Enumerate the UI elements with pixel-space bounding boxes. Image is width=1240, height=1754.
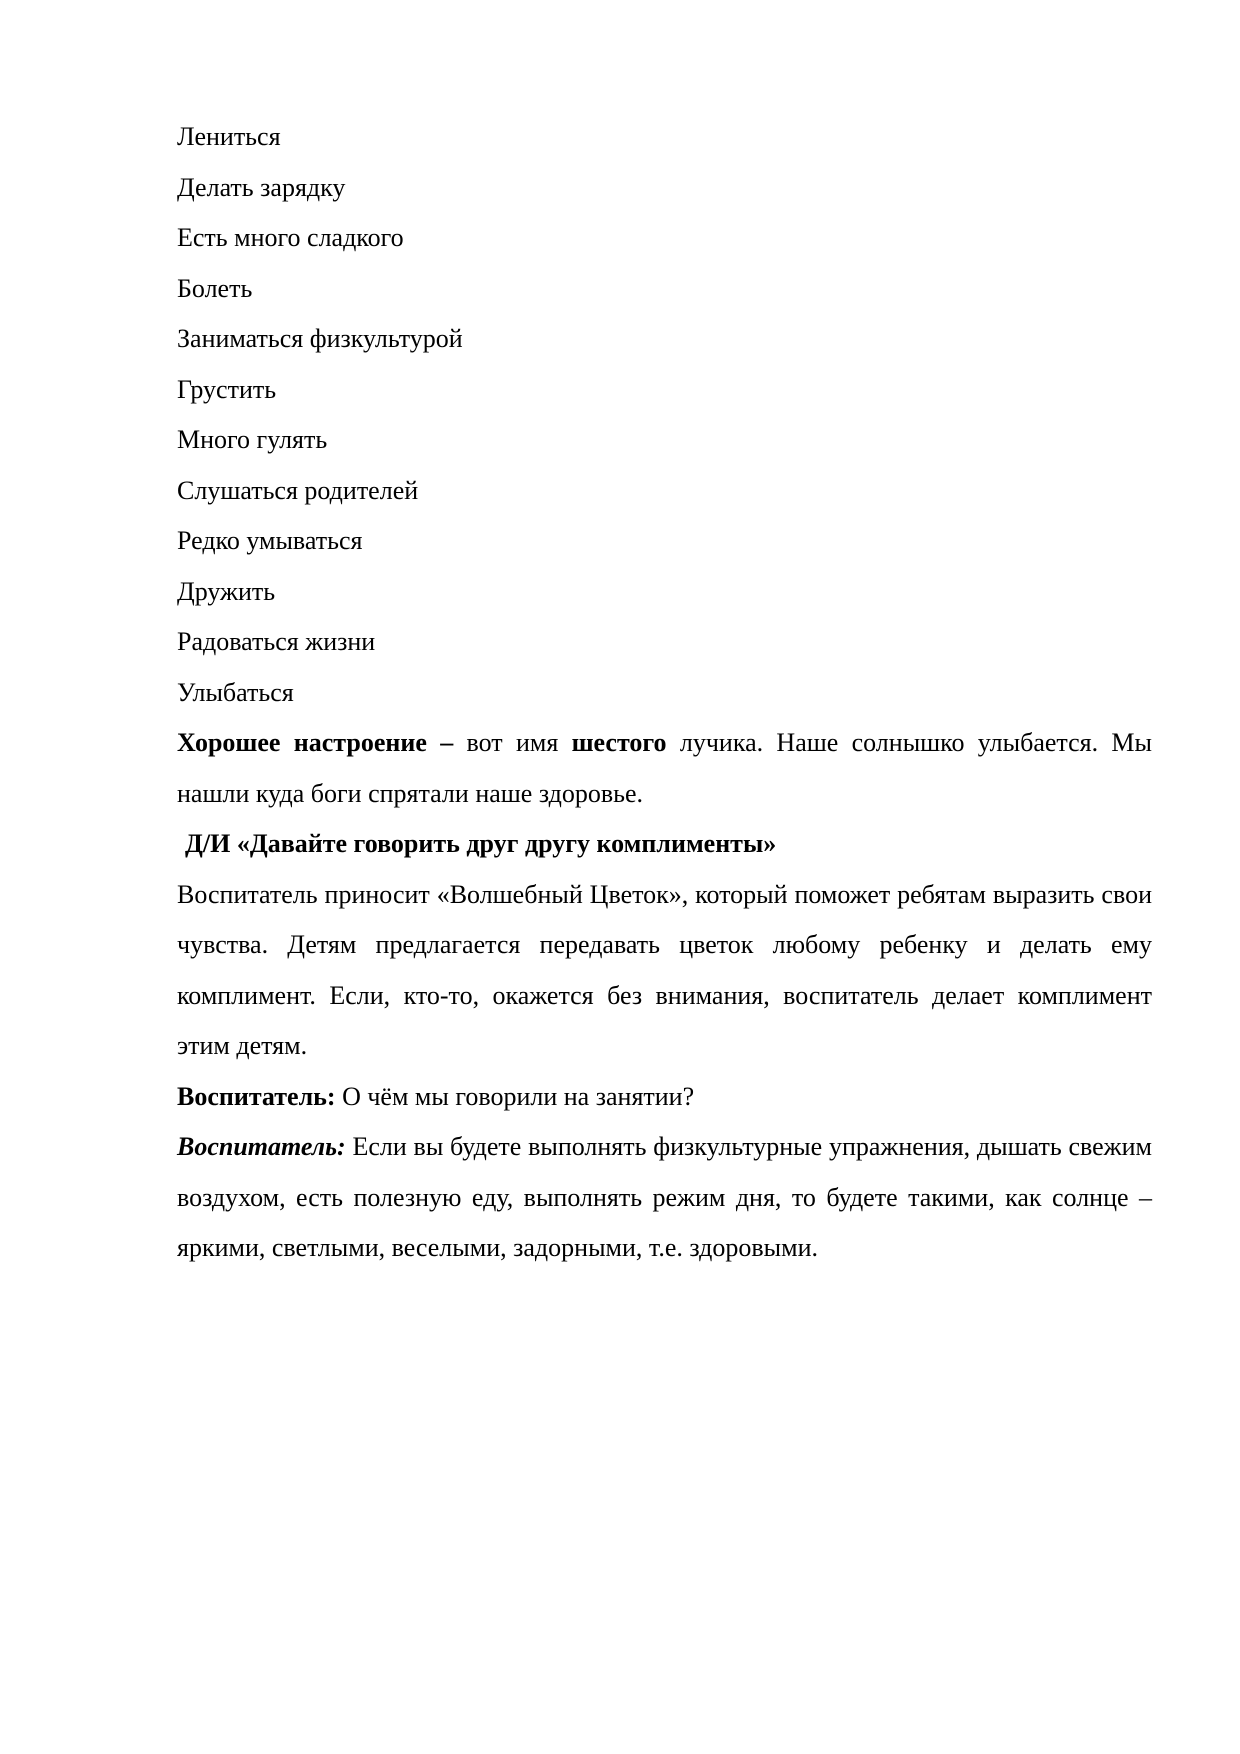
list-item: Болеть (177, 273, 253, 303)
conclusion-text: Если вы будете выполнять физкультурные упражнения, дышать свежим воздухом, есть полезную еду, выполнять режим дня, то будете такими, как солнце – яркими, светлыми, веселыми, задорными, т.е. здоровыми. (177, 1132, 1152, 1262)
conclusion-speaker: Воспитатель: (177, 1132, 346, 1161)
question-speaker: Воспитатель: (177, 1081, 336, 1111)
list-item: Заниматься физкультурой (177, 324, 463, 353)
activity-list (177, 112, 1152, 718)
question-paragraph (177, 1072, 1152, 1123)
list-item: Много гулять (177, 425, 328, 454)
mood-lead: Хорошее настроение – (177, 728, 454, 757)
document-page (177, 112, 1152, 1274)
list-item: Грустить (177, 374, 277, 404)
mood-bold-word: шестого (571, 728, 667, 757)
list-item: Редко умываться (177, 526, 363, 555)
list-item: Дружить (177, 576, 276, 606)
list-item: Делать зарядку (177, 172, 346, 202)
game-description: Воспитатель приносит «Волшебный Цветок», который поможет ребятам выразить свои чувства. Детям предлагается передавать цветок любому ребенку и делать ему комплимент. Если, кто-то, окажется без внимания, воспитатель делает комплимент этим детям. (177, 879, 1152, 1060)
list-item: Радоваться жизни (177, 627, 376, 656)
mood-text-1: вот имя (453, 728, 572, 757)
list-item: Улыбаться (177, 677, 294, 707)
mood-text-2: лучика. Наше солнышко улыбается. Мы нашли куда боги спрятали наше здоровье. (177, 728, 1152, 808)
list-item: Есть много сладкого (177, 223, 404, 252)
list-item: Слушаться родителей (177, 475, 419, 505)
mood-paragraph (177, 718, 1152, 819)
game-title: Д/И «Давайте говорить друг другу комплименты» (185, 829, 777, 858)
list-item: Лениться (177, 122, 281, 151)
conclusion-paragraph (177, 1122, 1152, 1274)
question-text: О чём мы говорили на занятии? (335, 1081, 695, 1111)
